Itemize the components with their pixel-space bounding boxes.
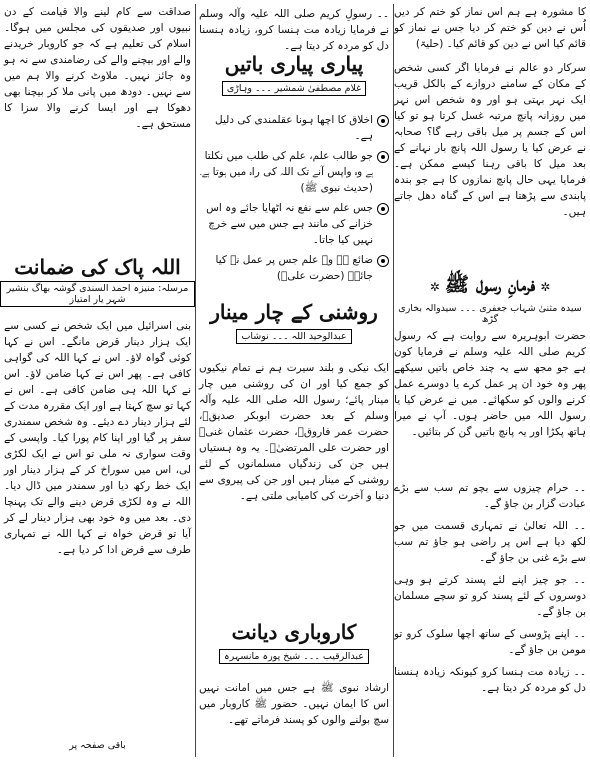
pyari-item-text: جس علم سے نفع نہ اٹھایا جائے وہ اس خزانے کی مانند ہے جس میں سے خرچ نہیں کیا جاتا۔	[206, 202, 373, 246]
pyari-title: پیاری پیاری باتیں	[224, 52, 364, 76]
intro-lines: کا مشورہ ہے ہم اس نماز کو ختم کر دیں اُس نے دین کو ختم کر دیا جس نے نماز کو قائم کیا اس نے دین کو قائم کیا۔ (حلیۃ)	[394, 6, 586, 50]
middle-column	[195, 0, 393, 761]
bullet-icon	[377, 203, 389, 215]
bullet-icon	[377, 151, 389, 163]
farman-bullet: ۔۔ حرام چیزوں سے بچو تم سب سے بڑے عبادت گزار بن جاؤ گے۔	[394, 482, 586, 510]
top-quote: ۔۔ رسولِ کریم صلی اللہ علیہ وآلہ وسلم نے فرمایا زیادہ مت ہنسا کرو، زیادہ ہنسنا دل کو مردہ کر دیتا ہے۔	[199, 8, 389, 52]
ornament-icon: ✲	[540, 280, 551, 294]
roshni-byline: عبدالوحید اللہ ۔۔۔ نوشاب	[236, 329, 351, 344]
left-column	[0, 0, 195, 761]
top-paragraph: صداقت سے کام لینے والا قیامت کے دن نبیوں اور صدیقوں کی مجلس میں ہوگا۔ اسلام کی تعلیم ہے کہ جو کاروبار خریدنے والے اور بیچنے والے کی رضامندی سے نہ ہو وہ جائز نہیں۔ ملاوٹ کرنے والا ہم میں سے نہیں۔ دودھ میں پانی ملا کر بیچنا بھی دھوکا ہے اور ایسا کرنے والا سزا کا مستحق ہے۔	[4, 6, 191, 130]
story-paragraph: سرکار دو عالم نے فرمایا اگر کسی شخص کے مکان کے سامنے دروازے کے بالکل قریب ایک نہر بہتی ہو اور وہ شخص اس نہر میں روزانہ پانچ مرتبہ غسل کرتا ہو تو کیا اس کے جسم پر میل باقی رہے گا؟ صحابہ نے عرض کیا یا رسول اللہ پانچ بار نہانے کے بعد میل کا باقی رہنا کیسے ممکن ہے۔ فرمایا یہی حال پانچ نمازوں کا ہے جو بندہ پابندی سے پڑھتا ہے اس کے گناہ دھل جاتے ہیں۔	[394, 62, 586, 218]
farman-bullet: ۔۔ اللہ تعالیٰ نے تمہاری قسمت میں جو لکھ دیا ہے اس پر راضی ہو جاؤ تم سب سے بڑے غنی بن جاؤ گے۔	[394, 520, 586, 564]
ornament-icon: ✲	[429, 280, 440, 294]
pyari-item-text: اخلاق کا اچھا ہونا عقلمندی کی دلیل ہے۔	[215, 114, 373, 142]
farman-paragraph: حضرت ابوہریرہ سے روایت ہے کہ رسول کریم صلی اللہ علیہ وسلم نے فرمایا کون ہے جو مجھ سے یہ چند خاص باتیں سیکھے پھر وہ خود ان پر عمل کرے یا دوسرے عمل کرنے والوں کو سکھائے۔ میں نے عرض کیا یا رسول اللہ میں حاضر ہوں۔ آپ نے میرا ہاتھ پکڑا اور یہ پانچ باتیں گن کر بتائیں۔	[394, 330, 586, 438]
farman-title: فرمانِ رسول ﷺ	[444, 272, 536, 296]
karobari-title: کاروباری دیانت	[231, 620, 357, 644]
zamanat-paragraph: بنی اسرائیل میں ایک شخص نے کسی سے ایک ہزار دینار قرض مانگے۔ اس نے کہا کوئی گواہ لاؤ۔ اس نے کہا اللہ کی گواہی کافی ہے۔ پھر اس نے کہا ضامن لاؤ۔ اس نے کہا اللہ ہی ضامن کافی ہے۔ اس نے کہا تو سچ کہتا ہے اور ایک مقررہ مدت کے لئے ہزار دینار دے دیئے۔ وہ شخص سمندری سفر پر گیا اور اپنا کام پورا کیا۔ واپسی کے وقت سواری نہ ملی تو اس نے ایک لکڑی لی، اس میں سوراخ کر کے ہزار دینار اور ایک خط رکھ دیا اور سمندر میں ڈال دیا۔ اللہ نے وہ لکڑی قرض دینے والے تک پہنچا دی۔ بعد میں وہ خود بھی ہزار دینار لے کر آیا تو قرض خواہ نے کہا اللہ نے تمہاری طرف سے قرض ادا کر دیا ہے۔	[4, 320, 191, 556]
column-divider	[393, 4, 394, 757]
pyari-item	[195, 112, 393, 144]
farman-bullet: ۔۔ زیادہ مت ہنسا کرو کیونکہ زیادہ ہنسنا دل کو مردہ کر دیتا ہے۔	[394, 666, 586, 694]
pyari-item	[195, 148, 393, 196]
roshni-paragraph: ایک نیکی و بلند سیرت ہم نے تمام نیکیوں کو جمع کیا اور ان کی روشنی میں چار مینار پائے؛ رسول اللہ صلی اللہ علیہ وآلہ وسلم کے بعد حضرت ابوبکر صدیقؓ، حضرت عمر فاروقؓ، حضرت عثمان غنیؓ اور حضرت علی المرتضیٰؓ۔ یہ وہ ہستیاں ہیں جن کی زندگیاں مسلمانوں کے لئے روشنی کے مینار ہیں اور جن کی پیروی سے دنیا و آخرت کی کامیابی ملتی ہے۔	[199, 362, 389, 502]
karobari-byline: عبدالرقیب ۔۔۔ شیخ پورہ مانسہرہ	[219, 649, 369, 664]
pyari-byline: غلام مصطفیٰ شمشیر ۔۔۔ وہاڑی	[222, 81, 366, 96]
karobari-paragraph: ارشاد نبوی ﷺ ہے جس میں امانت نہیں اس کا ایمان نہیں۔ حضور ﷺ کاروبار میں سچ بولنے والوں کو پسند فرماتے تھے۔	[199, 682, 389, 726]
right-column	[390, 0, 590, 761]
pyari-item-text: ضائع ہے وہ علم جس پر عمل نہ کیا جائے۔ (حضرت علیؓ)	[215, 254, 373, 282]
farman-byline: سیدہ مثنیٰ شہاب جعفری ۔۔۔ سیدوالہ بخاری گڑھ	[398, 303, 582, 325]
bullet-icon	[377, 255, 389, 267]
farman-heading	[390, 272, 590, 301]
pyari-item	[195, 200, 393, 248]
farman-bullet: ۔۔ اپنے پڑوسی کے ساتھ اچھا سلوک کرو تو مومن بن جاؤ گے۔	[394, 628, 586, 656]
farman-bullet: ۔۔ جو چیز اپنے لئے پسند کرتے ہو وہی دوسروں کے لئے پسند کرو تو سچے مسلمان بن جاؤ گے۔	[394, 574, 586, 618]
pyari-item-text: جو طالب علم، علم کی طلب میں نکلتا ہے وہ واپس آنے تک اللہ کی راہ میں ہوتا ہے۔ (حدیث نبوی ﷺ)	[199, 150, 373, 194]
continued-footer: باقی صفحہ پر	[69, 740, 126, 751]
column-divider	[195, 4, 196, 757]
zamanat-byline: مرسلہ: منیزہ احمد السندی گوشہ بھاگ بنشیر شہر یار امتیاز	[0, 281, 195, 307]
zamanat-title: اللہ پاک کی ضمانت	[14, 255, 181, 279]
bullet-icon	[377, 115, 389, 127]
roshni-title: روشنی کے چار مینار	[210, 300, 378, 324]
pyari-item	[195, 252, 393, 284]
